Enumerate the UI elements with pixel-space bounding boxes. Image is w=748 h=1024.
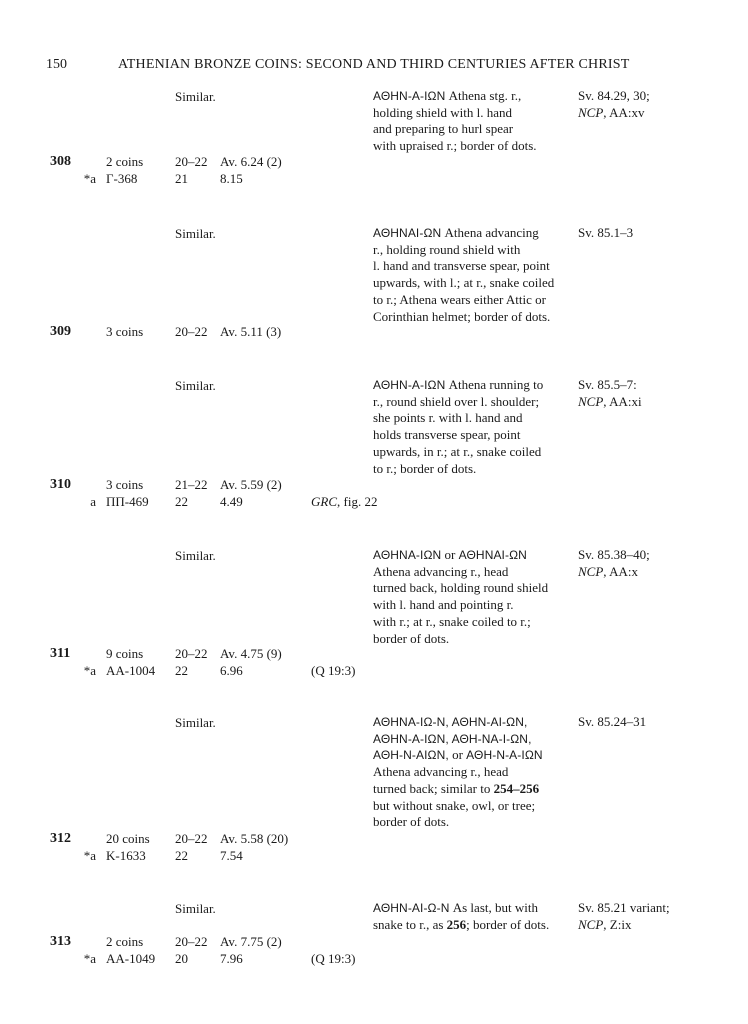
coin-count: 2 coins <box>106 934 144 949</box>
cross-reference: 256 <box>446 916 467 932</box>
legend-text: turned back; similar to <box>373 780 494 796</box>
coin-count: 2 coins <box>106 154 144 169</box>
legend-line: Athena advancing r., head <box>373 563 509 579</box>
specimen-letter: a <box>90 494 96 509</box>
coin-count: 9 coins <box>106 646 144 661</box>
reference-line <box>578 394 738 411</box>
ncp-ref: NCP <box>578 563 604 579</box>
entry-number: 308 <box>50 154 71 169</box>
legend-text: Athena stg. r., <box>445 88 522 103</box>
entry-number: 313 <box>50 934 71 949</box>
diameter: 20–22 <box>175 324 208 339</box>
diameter: 20 <box>175 951 188 966</box>
legend-line: with r.; at r., snake coiled to r.; <box>373 613 531 629</box>
ncp-ref-detail: , Z:ix <box>603 916 632 932</box>
grc-ref: GRC <box>311 494 337 509</box>
diameter: 20–22 <box>175 934 208 949</box>
legend-line: she points r. with l. hand and <box>373 410 523 426</box>
inventory-number: ΠΠ-469 <box>106 494 149 509</box>
reference-line: Sv. 85.5–7: <box>578 377 637 392</box>
legend-text: snake to r., as <box>373 916 447 932</box>
coin-count: 3 coins <box>106 477 144 492</box>
legend-line: with upraised r.; border of dots. <box>373 138 537 154</box>
weight: 8.15 <box>220 171 243 186</box>
obverse-description: Similar. <box>175 378 216 393</box>
legend-line <box>373 547 573 564</box>
reference-line <box>578 917 738 934</box>
specimen-letter: *a <box>83 171 96 186</box>
inventory-number: AA-1004 <box>106 663 156 678</box>
legend-line: to r.; Athena wears either Attic or <box>373 291 546 307</box>
legend-text: or <box>441 547 459 562</box>
obverse-description: Similar. <box>175 89 216 104</box>
weight: Av. 4.75 (9) <box>220 646 282 661</box>
weight: 4.49 <box>220 494 243 509</box>
inventory-number: K-1633 <box>106 848 146 863</box>
weight: Av. 5.59 (2) <box>220 477 282 492</box>
legend-text: As last, but with <box>449 900 538 915</box>
legend-line: and preparing to hurl spear <box>373 121 514 137</box>
deposit-note: (Q 19:3) <box>311 951 356 966</box>
weight: Av. 5.58 (20) <box>220 831 289 846</box>
diameter: 21 <box>175 171 188 186</box>
legend-line: to r.; border of dots. <box>373 460 477 476</box>
legend-line: but without snake, owl, or tree; <box>373 797 536 813</box>
ncp-ref-detail: , AA:xi <box>603 393 642 409</box>
specimen-letter: *a <box>83 663 96 678</box>
legend-line: Athena advancing r., head <box>373 764 509 780</box>
obverse-description: Similar. <box>175 715 216 730</box>
greek-legend: ΑΘΗΝ-Α-ΙΩΝ, ΑΘΗ-ΝΑ-Ι-ΩΝ, <box>373 731 532 746</box>
legend-line: with l. hand and pointing r. <box>373 597 514 613</box>
reverse-description <box>373 225 573 325</box>
ncp-ref-detail: , AA:xv <box>603 104 645 120</box>
diameter: 21–22 <box>175 477 208 492</box>
inventory-number: Γ-368 <box>106 171 138 186</box>
reverse-description <box>373 900 573 933</box>
legend-text: Athena running to <box>445 377 544 392</box>
reference <box>578 88 738 121</box>
coin-count: 20 coins <box>106 831 150 846</box>
legend-line <box>373 714 573 731</box>
legend-line: holding shield with l. hand <box>373 104 513 120</box>
ncp-ref: NCP <box>578 393 604 409</box>
diameter: 22 <box>175 494 188 509</box>
legend-text: Athena advancing <box>441 225 539 240</box>
reference-line: Sv. 85.21 variant; <box>578 900 670 915</box>
weight: 7.54 <box>220 848 243 863</box>
weight: Av. 7.75 (2) <box>220 934 282 949</box>
publication-note <box>311 493 377 510</box>
legend-line <box>373 781 573 798</box>
legend-line: r., holding round shield with <box>373 241 521 257</box>
entry-number: 309 <box>50 324 71 339</box>
legend-line <box>373 900 573 917</box>
reference-line: Sv. 84.29, 30; <box>578 88 650 103</box>
greek-legend-alt: ΑΘΗ-Ν-Α-ΙΩΝ <box>466 748 543 763</box>
reference <box>578 900 738 933</box>
legend-line <box>373 731 573 748</box>
obverse-description: Similar. <box>175 901 216 916</box>
diameter: 20–22 <box>175 646 208 661</box>
greek-legend: ΑΘΗΝ-Α-ΙΩΝ <box>373 378 446 392</box>
greek-legend: ΑΘΗΝΑΙ-ΩΝ <box>373 226 442 240</box>
coin-count: 3 coins <box>106 324 144 339</box>
reference-line: Sv. 85.38–40; <box>578 547 650 562</box>
greek-legend: ΑΘΗ-Ν-ΑΙΩΝ, <box>373 748 449 763</box>
obverse-description: Similar. <box>175 548 216 563</box>
legend-line: turned back, holding round shield <box>373 580 549 596</box>
legend-line <box>373 917 573 934</box>
weight: 6.96 <box>220 663 243 678</box>
reverse-description <box>373 88 573 155</box>
diameter: 20–22 <box>175 831 208 846</box>
reference <box>578 377 738 410</box>
reference-line <box>578 564 738 581</box>
page-number: 150 <box>46 57 67 72</box>
weight: Av. 5.11 (3) <box>220 324 282 339</box>
cross-reference: 254–256 <box>493 780 540 796</box>
legend-line <box>373 225 573 242</box>
ncp-ref: NCP <box>578 916 604 932</box>
entry-number: 311 <box>50 646 71 661</box>
obverse-description: Similar. <box>175 226 216 241</box>
legend-line: border of dots. <box>373 814 450 830</box>
legend-line: border of dots. <box>373 630 450 646</box>
running-title: ATHENIAN BRONZE COINS: SECOND AND THIRD CENTURIES AFTER CHRIST <box>118 57 630 72</box>
legend-text: ; border of dots. <box>466 916 550 932</box>
reference <box>578 714 738 731</box>
specimen-letter: *a <box>83 848 96 863</box>
legend-line: upwards, with l.; at r., snake coiled <box>373 275 555 291</box>
weight: Av. 6.24 (2) <box>220 154 282 169</box>
diameter: 22 <box>175 663 188 678</box>
legend-line: r., round shield over l. shoulder; <box>373 393 540 409</box>
ncp-ref-detail: , AA:x <box>603 563 638 579</box>
reference <box>578 547 738 580</box>
legend-line <box>373 377 573 394</box>
reverse-description <box>373 714 573 831</box>
legend-line: holds transverse spear, point <box>373 427 521 443</box>
reverse-description <box>373 547 573 647</box>
entry-number: 312 <box>50 831 71 846</box>
ncp-ref: NCP <box>578 104 604 120</box>
greek-legend-alt: ΑΘΗΝΑΙ-ΩΝ <box>458 548 527 562</box>
legend-line: upwards, in r.; at r., snake coiled <box>373 443 542 459</box>
diameter: 22 <box>175 848 188 863</box>
reference <box>578 225 738 242</box>
entry-number: 310 <box>50 477 71 492</box>
reference-line: Sv. 85.1–3 <box>578 225 634 240</box>
greek-legend: ΑΘΗΝ-Α-ΙΩΝ <box>373 89 446 103</box>
deposit-note: (Q 19:3) <box>311 663 356 678</box>
weight: 7.96 <box>220 951 243 966</box>
legend-line: Corinthian helmet; border of dots. <box>373 308 551 324</box>
greek-legend: ΑΘΗΝ-ΑΙ-Ω-Ν <box>373 901 450 915</box>
greek-legend: ΑΘΗΝΑ-ΙΩ-Ν, ΑΘΗΝ-ΑΙ-ΩΝ, <box>373 715 528 729</box>
greek-legend: ΑΘΗΝΑ-ΙΩΝ <box>373 548 442 562</box>
diameter: 20–22 <box>175 154 208 169</box>
legend-line <box>373 747 573 764</box>
legend-line <box>373 88 573 105</box>
reverse-description <box>373 377 573 477</box>
inventory-number: AA-1049 <box>106 951 156 966</box>
legend-line: l. hand and transverse spear, point <box>373 258 550 274</box>
specimen-letter: *a <box>83 951 96 966</box>
reference-line <box>578 105 738 122</box>
legend-text: or <box>448 747 467 763</box>
grc-ref-detail: , fig. 22 <box>337 494 378 509</box>
reference-line: Sv. 85.24–31 <box>578 714 647 729</box>
